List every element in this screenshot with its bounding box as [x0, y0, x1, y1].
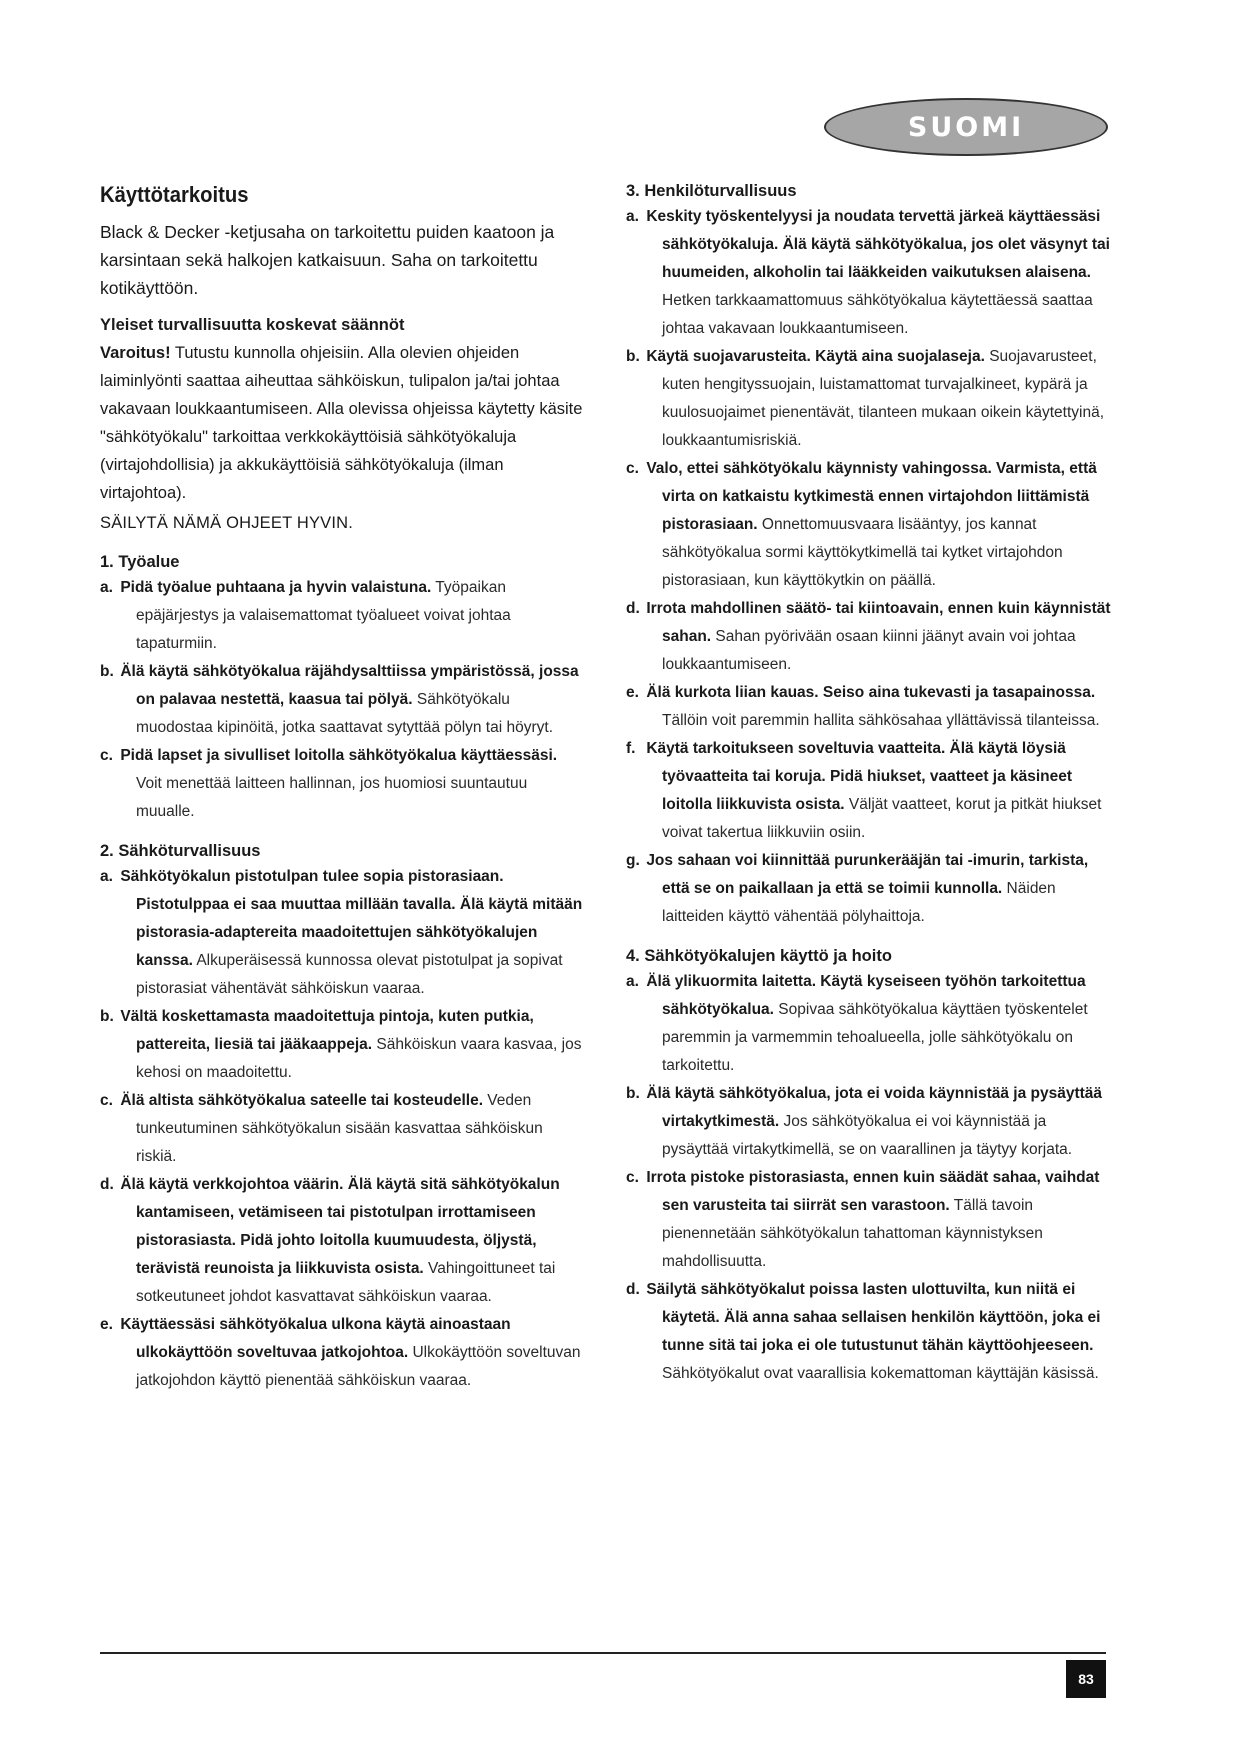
instruction-item [626, 455, 1116, 595]
item-text: Työpaikan epäjärjestys ja valaisemattomat työalueet voivat johtaa tapaturmiin. [136, 579, 511, 652]
item-label: f. [626, 740, 636, 757]
item-text: Jos sähkötyökalua ei voi käynnistää ja pysäyttää virtakytkimellä, se on vaarallinen ja täytyy korjata. [662, 1113, 1073, 1158]
instruction-item [100, 658, 586, 742]
footer-divider [100, 1652, 1106, 1654]
item-bold-text: Irrota mahdollinen säätö- tai kiintoavain, ennen kuin käynnistät sahan. [646, 600, 1111, 645]
section-title-personal: 3. Henkilöturvallisuus [626, 182, 797, 200]
item-label: d. [626, 600, 640, 617]
item-text: Väljät vaatteet, korut ja pitkät hiukset voivat takertua liikkuviin osiin. [662, 796, 1102, 841]
instruction-item [626, 203, 1116, 343]
item-bold-text: Älä käytä sähkötyökalua räjähdysalttiissa ympäristössä, jossa on palavaa nestettä, kaasua tai pölyä. [120, 663, 579, 708]
item-text: Tällöin voit paremmin hallita sähkösahaa yllättävissä tilanteissa. [662, 712, 1100, 729]
item-label: b. [626, 1085, 640, 1102]
instruction-item [626, 1276, 1116, 1388]
item-label: g. [626, 852, 640, 869]
left-column [100, 176, 586, 1395]
item-bold-text: Pidä lapset ja sivulliset loitolla sähkötyökalua käyttäessäsi. [120, 747, 558, 764]
item-text: Ulkokäyttöön soveltuvan jatkojohdon käyttö pienentää sähköiskun vaaraa. [136, 1344, 581, 1389]
item-label: c. [626, 460, 639, 477]
warning-text: Tutustu kunnolla ohjeisiin. Alla olevien ohjeiden laiminlyönti saattaa aiheuttaa sähköiskun, tulipalon ja/tai johtaa vakavaan loukkaantumiseen. Alla olevissa ohjeissa käytetty käsite "sähkötyökalu" tarkoittaa verkkokäyttöisiä sähkötyökaluja (virtajohdollisia) ja akkukäyttöisiä sähkötyökaluja (ilman virtajohtoa). [100, 344, 583, 502]
item-label: c. [626, 1169, 639, 1186]
instruction-item [100, 1087, 586, 1171]
item-label: b. [100, 1008, 114, 1025]
item-label: b. [100, 663, 114, 680]
item-label: a. [626, 973, 639, 990]
rules-title: Yleiset turvallisuutta koskevat säännöt [100, 316, 405, 334]
item-bold-text: Irrota pistoke pistorasiasta, ennen kuin säädät sahaa, vaihdat sen varusteita tai siirrät sen varastoon. [646, 1169, 1100, 1214]
item-text: Sopivaa sähkötyökalua käyttäen työskentelet paremmin ja varmemmin tehoalueella, jolle sähkötyökalu on tarkoitettu. [662, 1001, 1088, 1074]
item-label: d. [626, 1281, 640, 1298]
intro-paragraph: Black & Decker -ketjusaha on tarkoitettu puiden kaatoon ja karsintaan sekä halkojen katkaisuun. Saha on tarkoitettu kotikäyttöön. [100, 222, 555, 298]
item-bold-text: Säilytä sähkötyökalut poissa lasten ulottuvilta, kun niitä ei käytetä. Älä anna sahaa sellaisen henkilön käyttöön, joka ei tunne sitä tai joka ei ole tutustunut tähän käyttöohjeeseen. [646, 1281, 1101, 1354]
item-bold-text: Keskity työskentelyysi ja noudata tervettä järkeä käyttäessäsi sähkötyökaluja. Älä käytä sähkötyökalua, jos olet väsynyt tai huumeiden, alkoholin tai lääkkeiden vaikutuksen alaisena. [646, 208, 1110, 281]
instruction-item [626, 679, 1116, 735]
item-bold-text: Pidä työalue puhtaana ja hyvin valaistuna. [120, 579, 432, 596]
item-label: e. [626, 684, 639, 701]
item-text: Sähkötyökalut ovat vaarallisia kokemattoman käyttäjän käsissä. [662, 1365, 1099, 1382]
warning-label: Varoitus! [100, 344, 171, 362]
item-text: Suojavarusteet, kuten hengityssuojain, luistamattomat turvajalkineet, kypärä ja kuulosuojaimet pienentävät, tilanteen mukaan oikein käytettyinä, loukkaantumisriskiä. [662, 348, 1105, 449]
instruction-item [626, 735, 1116, 847]
item-label: c. [100, 747, 113, 764]
item-text: Voit menettää laitteen hallinnan, jos huomiosi suuntautuu muualle. [136, 775, 528, 820]
instruction-item [626, 343, 1116, 455]
instruction-item [100, 863, 586, 1003]
item-bold-text: Älä käytä verkkojohtoa väärin. Älä käytä sitä sähkötyökalun kantamiseen, vetämiseen tai pistotulpan irrottamiseen pistorasiasta. Pidä johto loitolla kuumuudesta, öljystä, terävistä reunoista ja liikkuvista osista. [120, 1176, 560, 1277]
item-bold-text: Älä altista sähkötyökalua sateelle tai kosteudelle. [120, 1092, 483, 1109]
instruction-item [100, 574, 586, 658]
instruction-item [100, 1311, 586, 1395]
section-title-work-area: 1. Työalue [100, 553, 180, 571]
item-label: c. [100, 1092, 113, 1109]
instruction-item [626, 968, 1116, 1080]
item-bold-text: Käytä tarkoitukseen soveltuvia vaatteita. Älä käytä löysiä työvaatteita tai koruja. Pidä hiukset, vaatteet ja käsineet loitolla liikkuvista osista. [646, 740, 1073, 813]
item-label: b. [626, 348, 640, 365]
language-badge: SUOMI [824, 98, 1108, 156]
item-text: Sahan pyörivään osaan kiinni jäänyt avain voi johtaa loukkaantumiseen. [662, 628, 1076, 673]
item-label: e. [100, 1316, 113, 1333]
item-label: a. [626, 208, 639, 225]
instruction-item [100, 1003, 586, 1087]
instruction-item [626, 595, 1116, 679]
item-text: Tällä tavoin pienennetään sähkötyökalun tahattoman käynnistyksen mahdollisuutta. [662, 1197, 1043, 1270]
item-label: a. [100, 868, 113, 885]
item-bold-text: Älä käytä sähkötyökalua, jota ei voida käynnistää ja pysäyttää virtakytkimestä. [646, 1085, 1103, 1130]
item-label: d. [100, 1176, 114, 1193]
section-items-personal [626, 203, 1116, 931]
section-items-work-area [100, 574, 586, 826]
item-bold-text: Älä ylikuormita laitetta. Käytä kyseiseen työhön tarkoitettua sähkötyökalua. [646, 973, 1086, 1018]
section-title-electrical: 2. Sähköturvallisuus [100, 842, 261, 860]
item-text: Veden tunkeutuminen sähkötyökalun sisään kasvattaa sähköiskun riskiä. [136, 1092, 543, 1165]
item-text: Sähkötyökalu muodostaa kipinöitä, jotka saattavat sytyttää pölyn tai höyryt. [136, 691, 554, 736]
instruction-item [626, 847, 1116, 931]
item-bold-text: Vältä koskettamasta maadoitettuja pintoja, kuten putkia, pattereita, liesiä tai jääkaappeja. [120, 1008, 534, 1053]
item-text: Sähköiskun vaara kasvaa, jos kehosi on maadoitettu. [136, 1036, 582, 1081]
item-bold-text: Sähkötyökalun pistotulpan tulee sopia pistorasiaan. Pistotulppaa ei saa muuttaa millään tavalla. Älä käytä mitään pistorasia-adaptereita maadoitettujen sähkötyökalujen kanssa. [120, 868, 583, 969]
item-text: Alkuperäisessä kunnossa olevat pistotulpat ja sopivat pistorasiat vähentävät sähköiskun vaaraa. [136, 952, 563, 997]
item-text: Hetken tarkkaamattomuus sähkötyökalua käytettäessä saattaa johtaa vakavaan loukkaantumiseen. [662, 292, 1093, 337]
item-bold-text: Jos sahaan voi kiinnittää purunkerääjän tai -imurin, tarkista, että se on paikallaan ja että se toimii kunnolla. [646, 852, 1089, 897]
item-bold-text: Käytä suojavarusteita. Käytä aina suojalaseja. [646, 348, 985, 365]
item-bold-text: Käyttäessäsi sähkötyökalua ulkona käytä ainoastaan ulkokäyttöön soveltuvaa jatkojohtoa. [120, 1316, 511, 1361]
page-number: 83 [1066, 1660, 1106, 1698]
instruction-item [626, 1164, 1116, 1276]
section-items-tool-use [626, 968, 1116, 1388]
instruction-item [626, 1080, 1116, 1164]
item-bold-text: Valo, ettei sähkötyökalu käynnisty vahingossa. Varmista, että virta on katkaistu kytkimestä ennen virtajohdon liittämistä pistorasiaan. [646, 460, 1097, 533]
instruction-item [100, 742, 586, 826]
item-bold-text: Älä kurkota liian kauas. Seiso aina tukevasti ja tasapainossa. [646, 684, 1096, 701]
item-text: Onnettomuusvaara lisääntyy, jos kannat sähkötyökalua sormi käyttökytkimellä tai kytket virtajohdon pistorasiaan, kun käyttökytkin on päällä. [662, 516, 1063, 589]
section-items-electrical [100, 863, 586, 1395]
instruction-item [100, 1171, 586, 1311]
right-column [626, 182, 1116, 1388]
item-text: Näiden laitteiden käyttö vähentää pölyhaittoja. [662, 880, 1056, 925]
item-text: Vahingoittuneet tai sotkeutuneet johdot kasvattavat sähköiskun vaaraa. [136, 1260, 556, 1305]
warning-paragraph [100, 339, 586, 507]
save-instructions: SÄILYTÄ NÄMÄ OHJEET HYVIN. [100, 514, 354, 532]
section-title-tool-use: 4. Sähkötyökalujen käyttö ja hoito [626, 947, 892, 965]
item-label: a. [100, 579, 113, 596]
page-title: Käyttötarkoitus [100, 182, 249, 207]
